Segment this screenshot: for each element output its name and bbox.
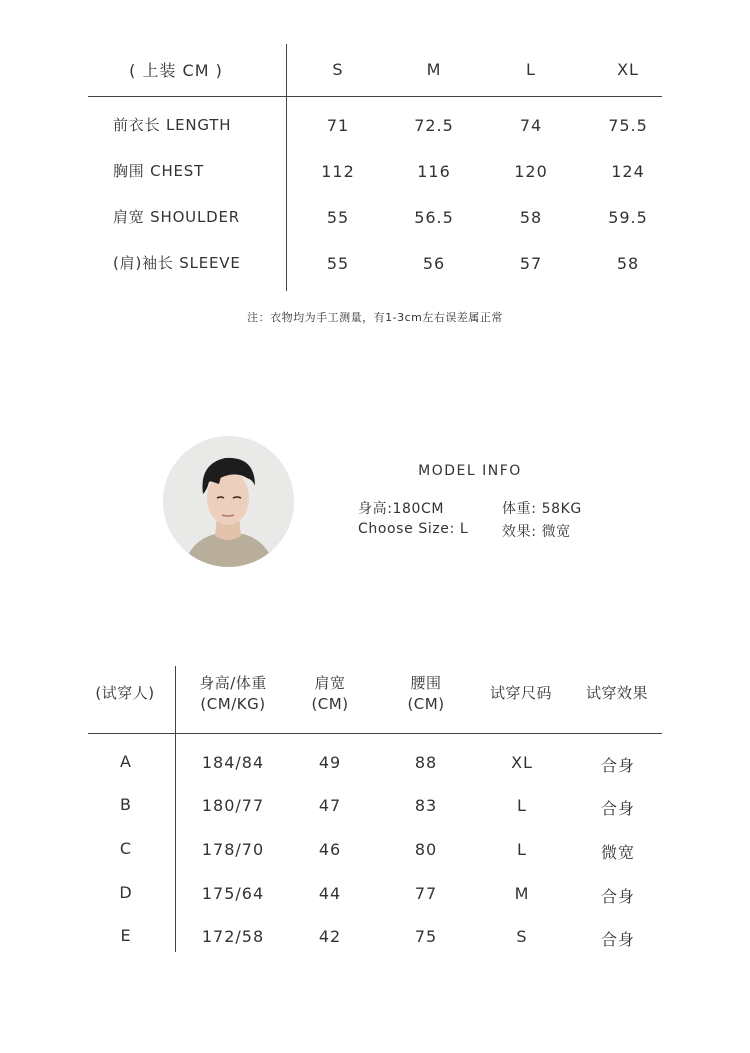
size-cell: 58: [616, 254, 640, 273]
size-cell: 59.5: [608, 208, 648, 227]
fit-header-height-weight-line1: 身高/体重: [199, 674, 267, 692]
size-row-label-shoulder: 肩宽 SHOULDER: [113, 208, 240, 226]
fit-cell-height-weight: 172/58: [201, 927, 265, 946]
size-header-xl: XL: [617, 60, 639, 79]
model-info-title: MODEL INFO: [418, 463, 522, 479]
model-size: Choose Size: L: [358, 521, 469, 537]
fit-header-height-weight: [199, 673, 267, 715]
fit-cell-person: D: [119, 883, 133, 902]
fit-cell-size: L: [517, 796, 527, 815]
size-table-divider-vertical: [286, 44, 287, 291]
fit-cell-waist: 77: [414, 884, 438, 903]
fit-cell-height-weight: 175/64: [201, 884, 265, 903]
fit-cell-waist: 83: [414, 796, 438, 815]
size-row-label-chest: 胸围 CHEST: [113, 162, 205, 180]
fit-cell-shoulder: 46: [318, 840, 342, 859]
fit-header-shoulder-line1: 肩宽: [314, 674, 346, 692]
fit-cell-person: E: [120, 926, 132, 945]
model-weight: 体重: 58KG: [502, 501, 582, 517]
fit-cell-effect: 合身: [600, 756, 636, 775]
fit-cell-size: XL: [511, 753, 533, 772]
fit-cell-waist: 75: [414, 927, 438, 946]
fit-header-person: (试穿人): [95, 684, 155, 702]
size-cell: 58: [519, 208, 543, 227]
fit-header-effect: 试穿效果: [585, 684, 649, 702]
fit-header-height-weight-line2: (CM/KG): [200, 695, 266, 713]
fit-cell-shoulder: 47: [318, 796, 342, 815]
fit-cell-shoulder: 42: [318, 927, 342, 946]
fit-header-shoulder: [311, 673, 348, 715]
fit-table-divider-horizontal: [88, 733, 662, 734]
size-cell: 72.5: [414, 116, 454, 135]
fit-header-shoulder-line2: (CM): [311, 695, 349, 713]
fit-header-waist-line1: 腰围: [410, 674, 442, 692]
fit-cell-effect: 合身: [600, 930, 636, 949]
fit-cell-height-weight: 180/77: [201, 796, 265, 815]
size-header-l: L: [526, 60, 536, 79]
fit-cell-shoulder: 44: [318, 884, 342, 903]
size-table-header-label: ( 上装 CM ): [129, 61, 223, 80]
size-cell: 55: [326, 208, 350, 227]
size-cell: 74: [519, 116, 543, 135]
size-cell: 112: [321, 162, 355, 181]
size-cell: 55: [326, 254, 350, 273]
fit-cell-shoulder: 49: [318, 753, 342, 772]
fit-cell-effect: 合身: [600, 799, 636, 818]
size-cell: 75.5: [608, 116, 648, 135]
model-height: 身高:180CM: [358, 501, 445, 517]
fit-cell-effect: 微宽: [600, 843, 636, 862]
fit-cell-effect: 合身: [600, 887, 636, 906]
fit-header-waist: [407, 673, 444, 715]
size-table-divider-horizontal: [88, 96, 662, 97]
fit-cell-height-weight: 178/70: [201, 840, 265, 859]
model-portrait-icon: [163, 436, 294, 567]
measurement-note: 注：衣物均为手工测量，有1-3cm左右误差属正常: [247, 311, 503, 324]
size-header-m: M: [426, 60, 442, 79]
fit-cell-size: L: [517, 840, 527, 859]
fit-cell-person: B: [120, 795, 132, 814]
fit-header-waist-line2: (CM): [407, 695, 445, 713]
fit-cell-size: S: [516, 927, 528, 946]
size-cell: 124: [611, 162, 645, 181]
fit-cell-size: M: [514, 884, 530, 903]
fit-cell-person: C: [119, 839, 133, 858]
size-cell: 116: [417, 162, 451, 181]
fit-table-divider-vertical: [175, 666, 176, 952]
size-header-s: S: [332, 60, 344, 79]
fit-cell-person: A: [120, 752, 132, 771]
size-cell: 56.5: [414, 208, 454, 227]
size-cell: 120: [514, 162, 548, 181]
model-portrait-avatar: [163, 436, 294, 567]
size-cell: 71: [326, 116, 350, 135]
fit-cell-height-weight: 184/84: [201, 753, 265, 772]
size-row-label-length: 前衣长 LENGTH: [113, 116, 232, 134]
size-cell: 57: [519, 254, 543, 273]
size-row-label-sleeve: (肩)袖长 SLEEVE: [113, 254, 241, 272]
fit-header-size: 试穿尺码: [489, 684, 553, 702]
fit-cell-waist: 88: [414, 753, 438, 772]
size-cell: 56: [422, 254, 446, 273]
fit-cell-waist: 80: [414, 840, 438, 859]
model-effect: 效果: 微宽: [502, 524, 571, 540]
